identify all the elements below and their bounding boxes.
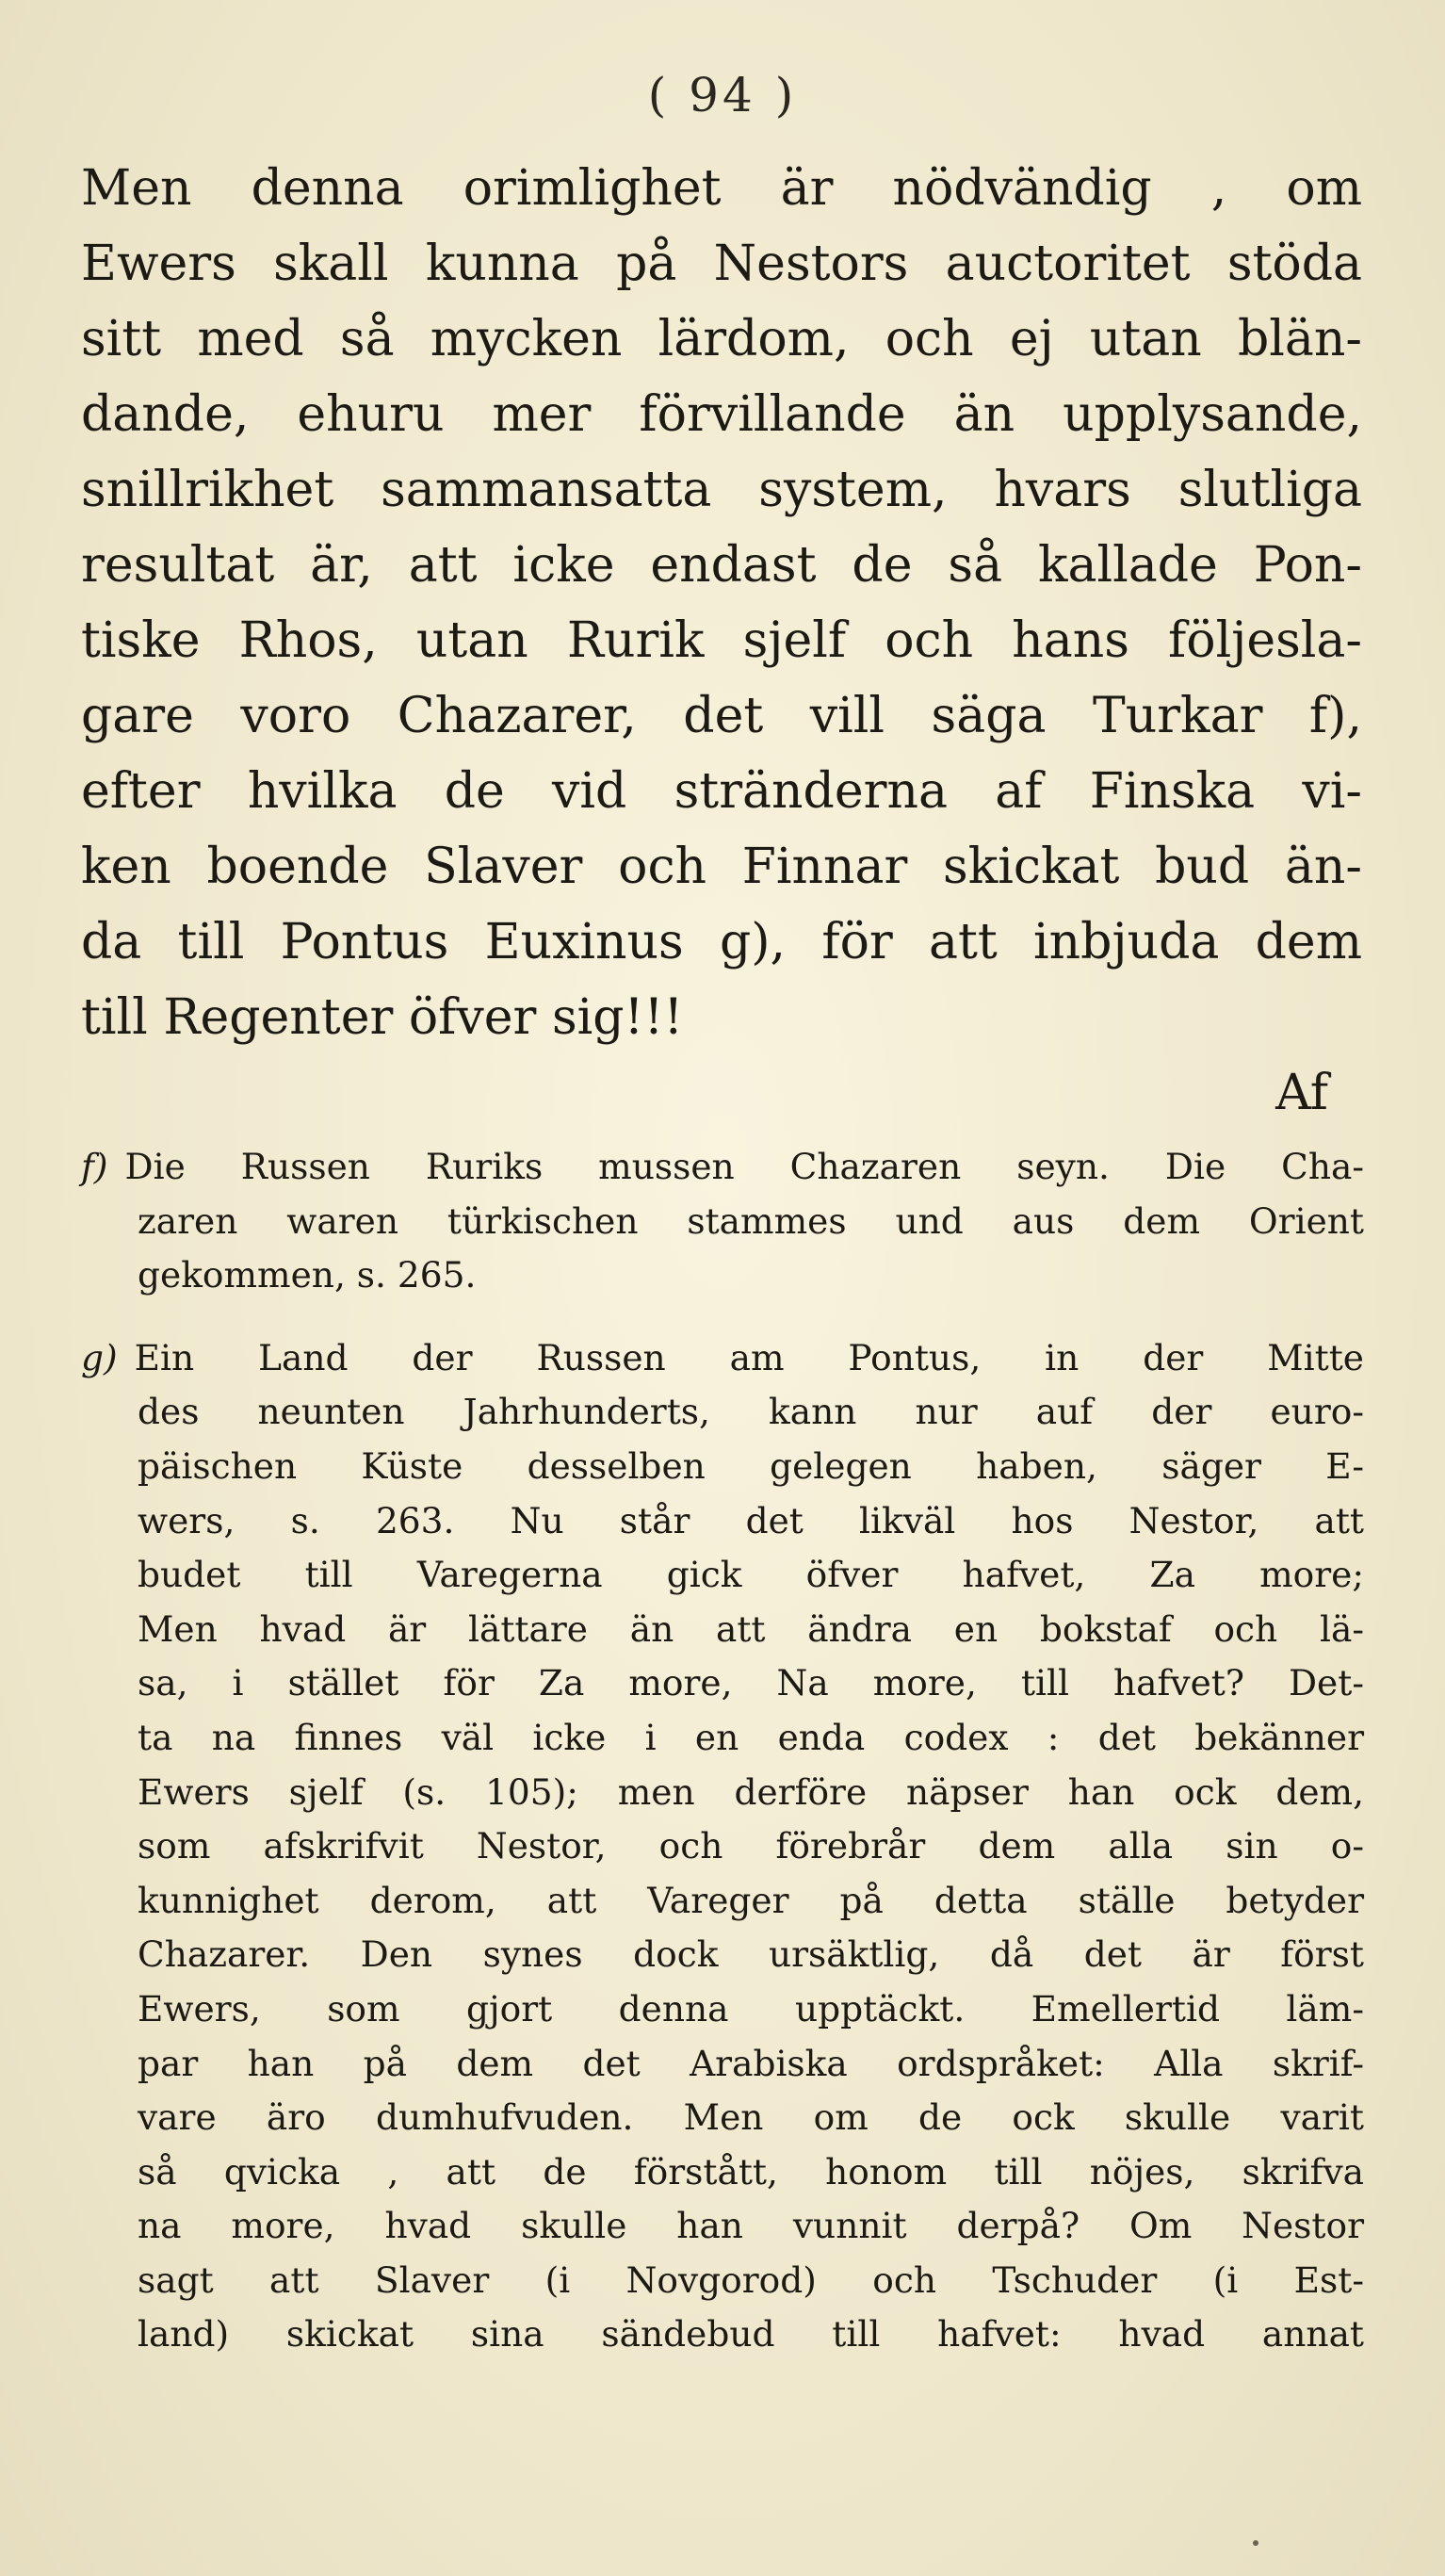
text-line: Men denna orimlighet är nödvändig , om — [81, 160, 1362, 217]
ink-dot — [1253, 2540, 1258, 2546]
footnote-f-line: gekommen, s. 265. — [138, 1254, 477, 1296]
page-number: ( 94 ) — [647, 68, 798, 122]
main-text-block — [81, 151, 1362, 1055]
text-line: Ewers skall kunna på Nestors auctoritet stöda — [81, 236, 1362, 292]
footnote-g-line: des neunten Jahrhunderts, kann nur auf der euro- — [138, 1391, 1364, 1433]
text-line: sitt med så mycken lärdom, och ej utan blän- — [81, 311, 1362, 367]
footnote-f-line: zaren waren türkischen stammes und aus dem Orient — [138, 1199, 1364, 1242]
footnote-g-line: land) skickat sina sändebud till hafvet: hvad annat — [138, 2313, 1364, 2356]
footnote-g-line: som afskrifvit Nestor, och förebrår dem alla sin o- — [138, 1825, 1364, 1867]
text-line: dande, ehuru mer förvillande än upplysande, — [81, 386, 1362, 443]
footnote-g-line: sagt att Slaver (i Novgorod) och Tschuder (i Est- — [138, 2258, 1364, 2301]
footnote-g-line: na more, hvad skulle han vunnit derpå? Om Nestor — [138, 2205, 1364, 2247]
text-line: tiske Rhos, utan Rurik sjelf och hans följesla- — [81, 612, 1362, 669]
footnote-g-line: vare äro dumhufvuden. Men om de ock skulle varit — [138, 2096, 1364, 2139]
footnote-g-line: kunnighet derom, att Vareger på detta ställe betyder — [138, 1879, 1364, 1921]
text-line: resultat är, att icke endast de så kallade Pon- — [81, 537, 1362, 594]
footnote-g-text: Ein Land der Russen am Pontus, in der Mitte — [134, 1336, 1364, 1378]
text-line: gare voro Chazarer, det vill säga Turkar f), — [81, 688, 1362, 744]
footnote-g-line: päischen Küste desselben gelegen haben, säger E- — [138, 1444, 1364, 1487]
footnote-g-marker: g) — [81, 1336, 118, 1378]
footnotes — [81, 1140, 1364, 2362]
text-line: da till Pontus Euxinus g), för att inbjuda dem — [81, 914, 1362, 970]
footnote-g-line — [81, 1331, 1364, 1386]
footnote-g-line: budet till Varegerna gick öfver hafvet, Za more; — [138, 1554, 1364, 1596]
footnote-g-line: Chazarer. Den synes dock ursäktlig, då det är först — [138, 1933, 1364, 1976]
text-line: snillrikhet sammansatta system, hvars slutliga — [81, 462, 1362, 518]
footnote-f-text: Die Russen Ruriks mussen Chazaren seyn. Die Cha- — [124, 1146, 1364, 1187]
text-line: ken boende Slaver och Finnar skickat bud än- — [81, 839, 1362, 895]
footnote-g-line: Ewers, som gjort denna upptäckt. Emellertid läm- — [138, 1987, 1364, 2030]
text-line: till Regenter öfver sig!!! — [81, 989, 684, 1046]
footnote-g-line: ta na finnes väl icke i en enda codex : det bekänner — [138, 1716, 1364, 1758]
footnote-g-line: par han på dem det Arabiska ordspråket: Alla skrif- — [138, 2042, 1364, 2084]
footnote-f-line — [81, 1140, 1364, 1195]
footnote-g-line: Men hvad är lättare än att ändra en bokstaf och lä- — [138, 1607, 1364, 1650]
catchword: Af — [1275, 1065, 1328, 1121]
footnote-g-line: sa, i stället för Za more, Na more, till hafvet? Det- — [138, 1662, 1364, 1704]
footnote-g-line: Ewers sjelf (s. 105); men derföre näpser han ock dem, — [138, 1770, 1364, 1813]
text-line: efter hvilka de vid stränderna af Finska vi- — [81, 763, 1362, 820]
footnote-f-marker: f) — [81, 1146, 108, 1187]
footnote-g-line: så qvicka , att de förstått, honom till nöjes, skrifva — [138, 2150, 1364, 2193]
footnote-g-line: wers, s. 263. Nu står det likväl hos Nestor, att — [138, 1499, 1364, 1541]
